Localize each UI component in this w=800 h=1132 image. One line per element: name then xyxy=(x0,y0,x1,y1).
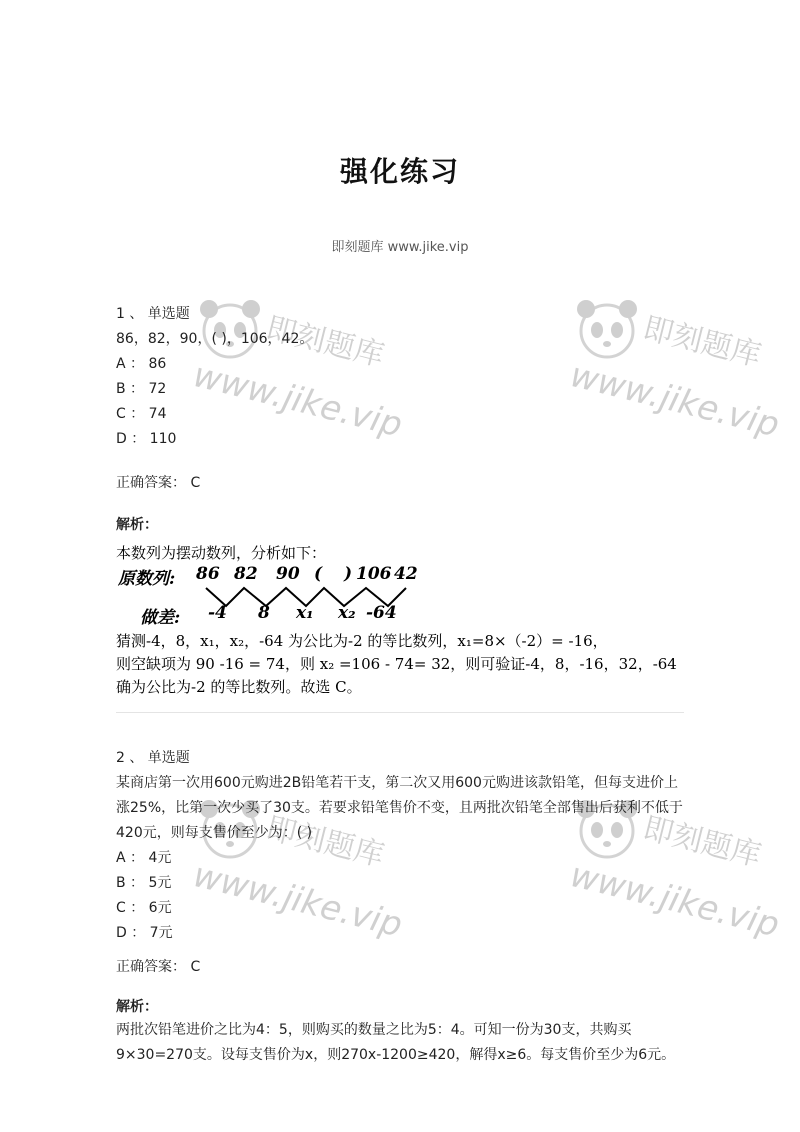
question-stem: 某商店第一次用600元购进2B铅笔若干支，第二次又用600元购进该款铅笔，但每支进价上涨25%，比第一次少买了30支。若要求铅笔售价不变，且两批次铅笔全部售出后获利不低于420元，则每支售价至少为：( ) xyxy=(116,775,683,841)
difference-value: -64 xyxy=(366,603,397,623)
difference-value: x₁ xyxy=(296,603,314,623)
sequence-value: 106 xyxy=(356,564,392,584)
analysis-line-5: 确为公比为-2 的等比数列。故选 C。 xyxy=(116,678,362,696)
sequence-label: 原数列: xyxy=(118,569,176,589)
option-b[interactable]: B ： 72 xyxy=(116,381,167,397)
answer-2: 正确答案： C xyxy=(116,959,201,975)
option-c[interactable]: C ： 6元 xyxy=(116,900,172,916)
option-d[interactable]: D ： 7元 xyxy=(116,925,173,941)
explanation-2: 两批次铅笔进价之比为4：5，则购买的数量之比为5：4。可知一份为30支，共购买9×30=270支。设每支售价为x，则270x-1200≥420，解得x≥6。每支售价至少为6元。 xyxy=(116,1022,676,1063)
analysis-label-1: 解析： xyxy=(116,517,158,533)
question-stem: 86，82，90，( )，106，42。 xyxy=(116,331,314,347)
analysis-line-4: 则空缺项为 90 -16 = 74，则 x₂ =106 - 74= 32，则可验证-4，8，-16，32，-64 xyxy=(116,655,677,673)
question-number: 2 、 单选题 xyxy=(116,750,190,766)
question-number: 1 、 单选题 xyxy=(116,306,190,322)
question-2 xyxy=(116,746,686,946)
watermark-brand: 即刻题库 xyxy=(262,310,388,374)
option-a[interactable]: A ： 86 xyxy=(116,356,167,372)
watermark-url: www.jike.vip xyxy=(566,355,784,446)
option-c[interactable]: C ： 74 xyxy=(116,406,167,422)
sequence-value: 82 xyxy=(234,564,258,584)
answer-1: 正确答案： C xyxy=(116,475,201,491)
option-b[interactable]: B ： 5元 xyxy=(116,875,172,891)
analysis-line-3: 猜测-4，8，x₁，x₂，-64 为公比为-2 的等比数列，x₁=8×（-2）= -16， xyxy=(116,632,608,650)
watermark-url: www.jike.vip xyxy=(189,855,407,946)
sequence-value: 90 xyxy=(276,564,300,584)
difference-value: -4 xyxy=(208,603,227,623)
difference-value: 8 xyxy=(258,603,270,623)
watermark-brand: 即刻题库 xyxy=(262,810,388,874)
option-d[interactable]: D ： 110 xyxy=(116,431,177,447)
section-divider xyxy=(116,712,684,713)
sequence-value: 86 xyxy=(196,564,220,584)
watermark-brand: 即刻题库 xyxy=(639,810,765,874)
option-a[interactable]: A ： 4元 xyxy=(116,850,172,866)
watermark-url: www.jike.vip xyxy=(566,855,784,946)
difference-value: x₂ xyxy=(338,603,356,623)
analysis-figure-1 xyxy=(116,540,677,696)
difference-arrows xyxy=(116,540,436,610)
difference-label: 做差: xyxy=(140,608,181,628)
page-source: 即刻题库 www.jike.vip xyxy=(331,240,469,255)
question-1 xyxy=(116,302,686,452)
analysis-label-2: 解析： xyxy=(116,999,158,1015)
sequence-value: ) xyxy=(344,564,353,584)
sequence-value: 42 xyxy=(394,564,418,584)
sequence-value: ( xyxy=(314,564,323,584)
page-title: 强化练习 xyxy=(339,155,460,188)
watermark-brand: 即刻题库 xyxy=(639,310,765,374)
watermark-url: www.jike.vip xyxy=(189,355,407,446)
analysis-intro: 本数列为摆动数列，分析如下： xyxy=(116,544,327,562)
